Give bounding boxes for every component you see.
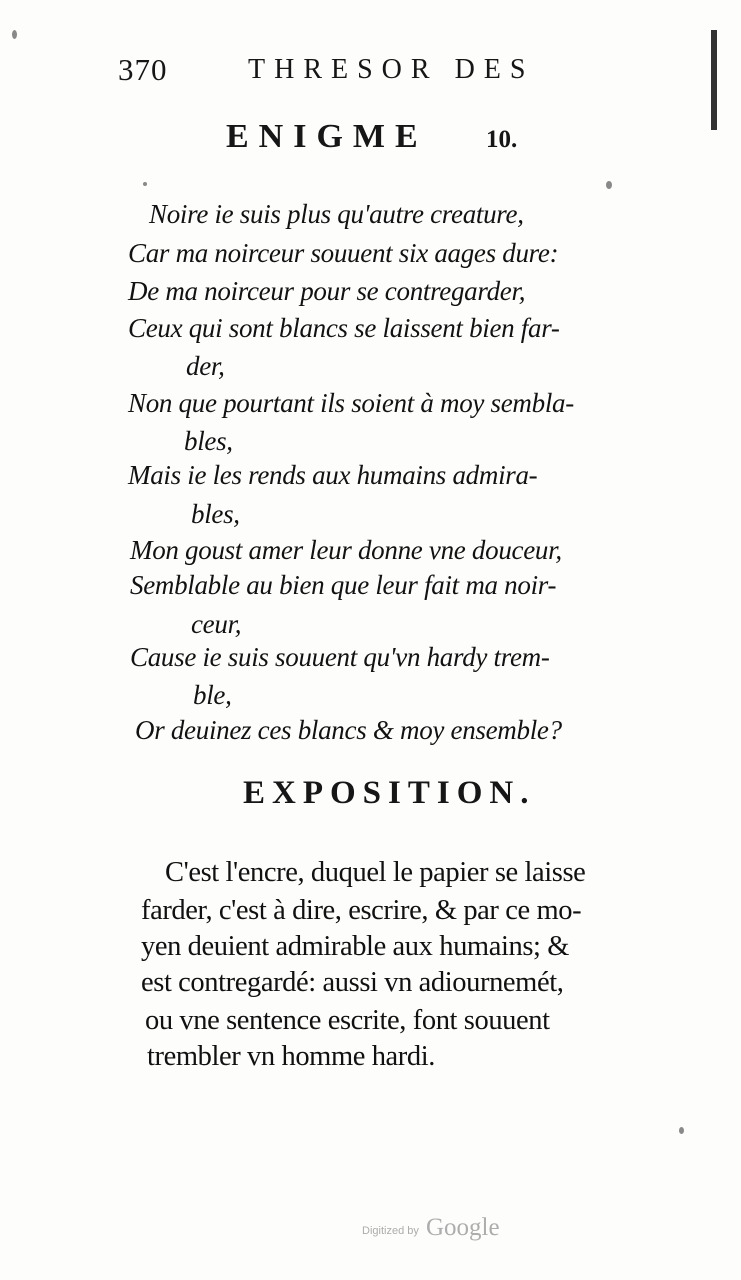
poem-line: ble,	[193, 680, 232, 710]
page-number: 370	[118, 52, 168, 87]
exposition-line: C'est l'encre, duquel le papier se laisse	[165, 857, 586, 888]
poem-line: Noire ie suis plus qu'autre creature,	[149, 199, 524, 229]
poem-line: Semblable au bien que leur fait ma noir-	[130, 570, 557, 600]
exposition-line: trembler vn homme hardi.	[147, 1041, 435, 1072]
poem-line: Ceux qui sont blancs se laissent bien far-	[128, 313, 560, 343]
poem-line: Cause ie suis souuent qu'vn hardy trem-	[130, 642, 550, 672]
poem-line: Mon goust amer leur donne vne douceur,	[130, 535, 562, 565]
poem-line: bles,	[184, 426, 233, 456]
exposition-line: ou vne sentence escrite, font souuent	[145, 1005, 550, 1036]
exposition-line: yen deuient admirable aux humains; &	[141, 931, 570, 962]
running-header	[118, 52, 588, 92]
poem-line: Non que pourtant ils soient à moy sembla-	[128, 388, 574, 418]
google-logo: Google	[426, 1214, 500, 1241]
poem-line: ceur,	[191, 609, 242, 639]
digitized-prefix: Digitized by	[362, 1225, 419, 1237]
page-edge-mark	[711, 30, 717, 130]
scan-speck	[12, 30, 17, 39]
scan-speck	[679, 1127, 684, 1134]
scan-speck	[606, 181, 612, 189]
poem-line: bles,	[191, 499, 240, 529]
poem-line: De ma noirceur pour se contregarder,	[128, 276, 526, 306]
scan-speck	[143, 182, 147, 186]
poem-line: der,	[186, 351, 225, 381]
enigme-number: 10.	[486, 126, 518, 153]
enigme-title: ENIGME	[226, 118, 428, 155]
poem-line: Mais ie les rends aux humains admira-	[128, 460, 538, 490]
exposition-line: farder, c'est à dire, escrire, & par ce mo-	[141, 895, 582, 926]
running-head-title: THRESOR DES	[248, 54, 535, 85]
digitized-watermark	[362, 1214, 532, 1244]
poem-line: Car ma noirceur souuent six aages dure:	[128, 238, 559, 268]
exposition-heading: EXPOSITION.	[243, 775, 536, 811]
poem-line: Or deuinez ces blancs & moy ensemble?	[135, 715, 562, 745]
exposition-line: est contregardé: aussi vn adiournemét,	[141, 967, 564, 998]
